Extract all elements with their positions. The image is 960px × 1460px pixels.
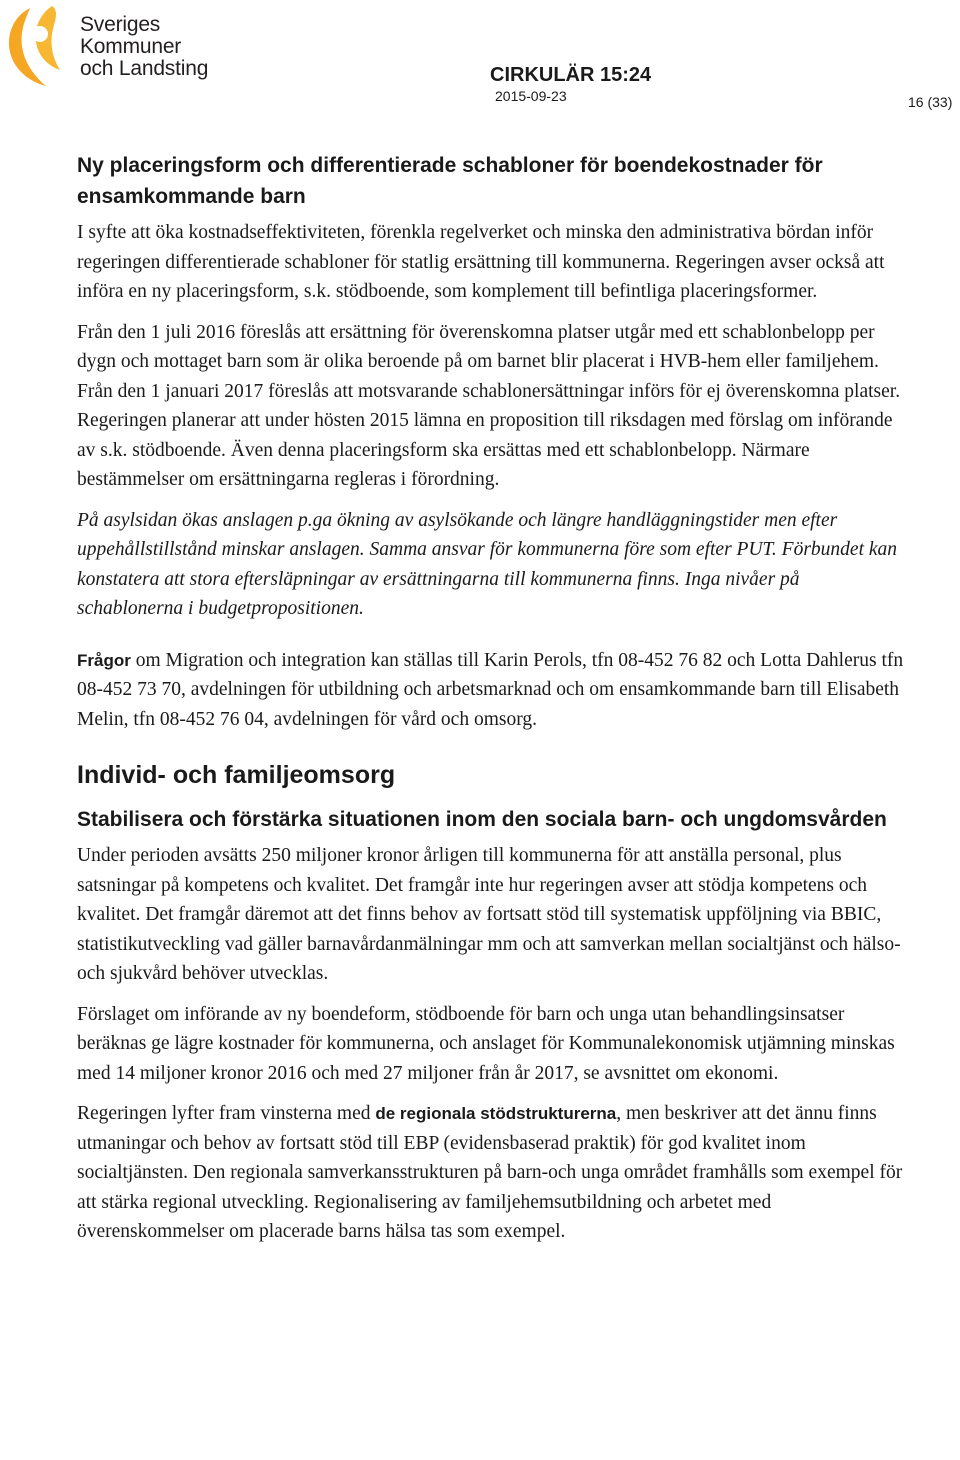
- contact-lead: Frågor: [77, 650, 131, 670]
- subheading-barn-ungdomsvard: Stabilisera och förstärka situationen inom den sociala barn- och ungdomsvården: [77, 808, 887, 831]
- circular-date: 2015-09-23: [495, 88, 567, 104]
- org-name-line3: och Landsting: [80, 57, 209, 80]
- page-number: 16 (33): [908, 94, 953, 110]
- section-heading-ifo: Individ- och familjeomsorg: [77, 761, 396, 789]
- paragraph-regional: [77, 1099, 907, 1247]
- org-name-line2: Kommuner: [80, 35, 182, 58]
- document-body: [77, 150, 907, 1258]
- regional-text-start: Regeringen lyfter fram vinsterna med: [77, 1103, 376, 1124]
- org-name-line1: Sveriges: [80, 13, 161, 36]
- regional-text-end: , men beskriver att det ännu finns utmaningar och behov av fortsatt stöd till EBP (evidensbaserad praktik) för god kvalitet inom socialtjänsten. Den regionala samverkansstrukturen på barn-och unga området framhålls som exempel för att stärka regional utveckling. Regionalisering av familjehemsutbildning och arbetet med överenskommelser om placerade barns hälsa tas som exempel.: [77, 1103, 903, 1242]
- paragraph-schablon: Från den 1 juli 2016 föreslås att ersättning för överenskomna platser utgår med ett schablonbelopp per dygn och mottaget barn som är olika beroende på om barnet blir placerat i HVB-hem eller familjehem. Från den 1 januari 2017 föreslås att motsvarande schablonersättningar införs för ej överenskomna platser. Regeringen planerar att under hösten 2015 lämna en proposition till riksdagen med förslag om införande av s.k. stödboende. Även denna placeringsform ska ersättas med ett schablonbelopp. Närmare bestämmelser om ersättningarna regleras i förordning.: [77, 321, 901, 490]
- skl-logo-mark-icon: [0, 0, 80, 100]
- skl-logo: [0, 0, 230, 100]
- paragraph-contact: [77, 646, 907, 735]
- paragraph-intro: I syfte att öka kostnadseffektiviteten, förenkla regelverket och minska den administrativa bördan inför regeringen differentierade schabloner för statlig ersättning till kommunerna. Regeringen avser också att införa en ny placeringsform, s.k. stödboende, som komplement till befintliga placeringsformer.: [77, 222, 885, 302]
- paragraph-funding: Under perioden avsätts 250 miljoner kronor årligen till kommunerna för att anställa personal, plus satsningar på kompetens och kvalitet. Det framgår inte hur regeringen avser att stödja kompetens och kvalitet. Det framgår däremot att det finns behov av fortsatt stöd till systematisk uppföljning via BBIC, statistikutveckling vad gäller barnavårdanmälningar mm och att samverkan mellan socialtjänst och hälso-och sjukvård behöver utvecklas.: [77, 845, 901, 984]
- paragraph-stodboende: Förslaget om införande av ny boendeform, stödboende för barn och unga utan behandlingsinsatser beräknas ge lägre kostnader för kommunerna, och anslaget för Kommunalekonomisk utjämning minskas med 14 miljoner kronor 2016 och med 27 miljoner från år 2017, se avsnittet om ekonomi.: [77, 1003, 895, 1084]
- contact-text: om Migration och integration kan ställas till Karin Perols, tfn 08-452 76 82 och Lotta Dahlerus tfn 08-452 73 70, avdelningen för utbildning och arbetsmarknad och om ensamkommande barn till Elisabeth Melin, tfn 08-452 76 04, avdelningen för vård och omsorg.: [77, 649, 904, 730]
- paragraph-asyl-comment: På asylsidan ökas anslagen p.ga ökning av asylsökande och längre handläggningstider men efter uppehållstillstånd minskar anslagen. Samma ansvar för kommunerna före som efter PUT. Förbundet kan konstatera att stora eftersläpningar av ersättningarna till kommunerna finns. Inga nivåer på schablonerna i budgetpropositionen.: [77, 509, 898, 619]
- circular-title: CIRKULÄR 15:24: [490, 64, 652, 86]
- section-heading-placeringsform: Ny placeringsform och differentierade schabloner för boendekostnader för ensamkommande barn: [77, 154, 823, 208]
- regional-emphasis: de regionala stödstrukturerna: [375, 1104, 617, 1123]
